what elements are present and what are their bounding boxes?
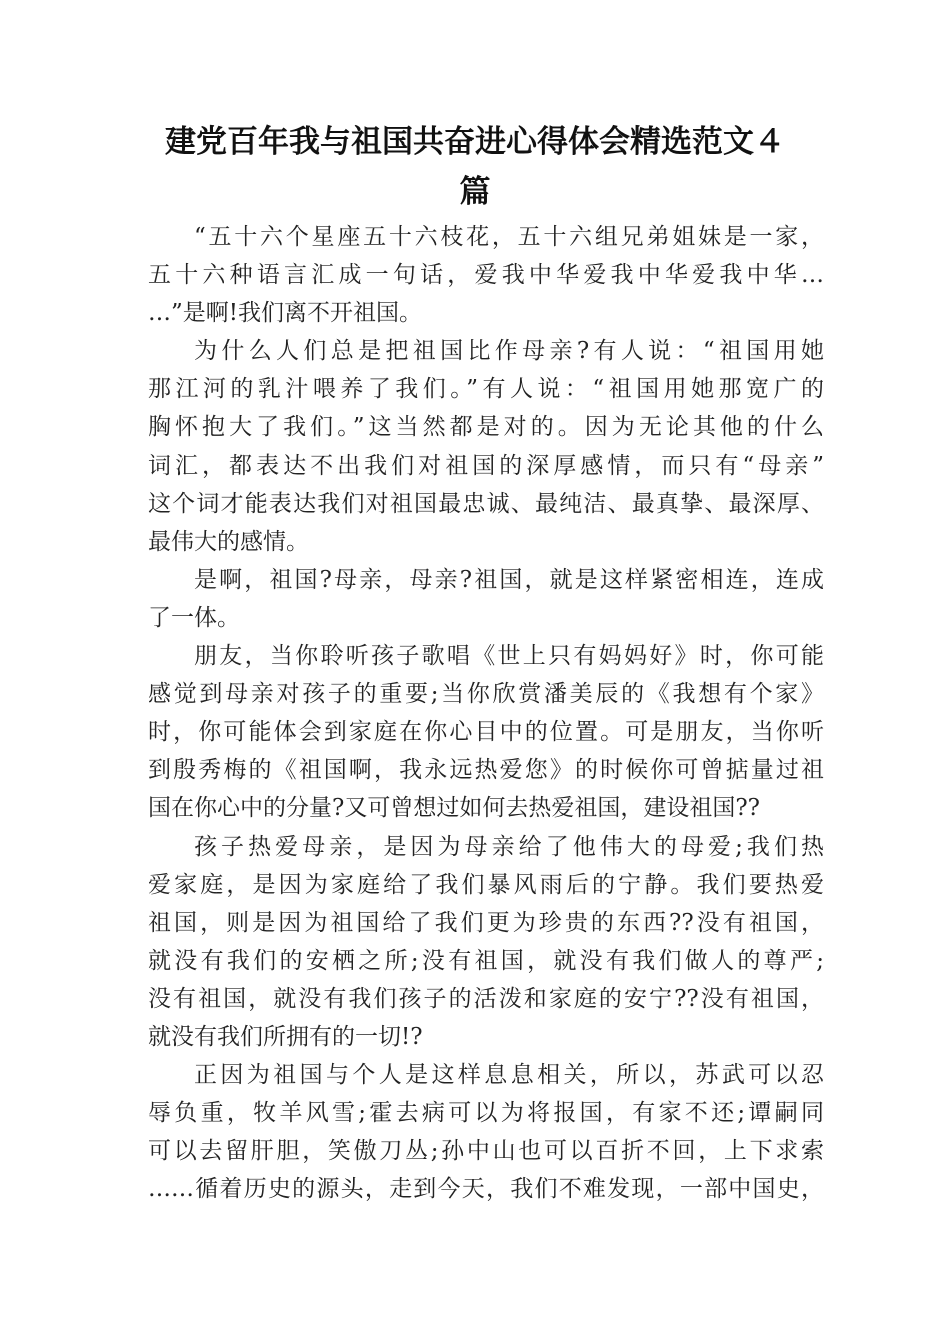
text-line: 最伟大的感情。 xyxy=(148,528,309,555)
paragraph xyxy=(148,218,824,332)
text-line: 时，你可能体会到家庭在你心目中的位置。可是朋友，当你听 xyxy=(148,719,824,746)
text-line: 就没有我们所拥有的一切!? xyxy=(148,1023,423,1050)
text-line: 国在你心中的分量?又可曾想过如何去热爱祖国，建设祖国?? xyxy=(148,795,760,822)
text-line: 可以去留肝胆，笑傲刀丛;孙中山也可以百折不回，上下求索 xyxy=(148,1138,824,1165)
text-line: …”是啊!我们离不开祖国。 xyxy=(148,300,423,327)
title-line: 篇 xyxy=(459,174,491,210)
paragraph xyxy=(148,332,824,561)
text-line: 到殷秀梅的《祖国啊，我永远热爱您》的时候你可曾掂量过祖 xyxy=(148,757,824,784)
text-line: “五十六个星座五十六枝花，五十六组兄弟姐妹是一家， xyxy=(194,224,824,250)
text-line: 正因为祖国与个人是这样息息相关，所以，苏武可以忍 xyxy=(194,1062,824,1089)
text-line: 词汇，都表达不出我们对祖国的深厚感情，而只有“母亲” xyxy=(148,452,824,479)
text-line: 感觉到母亲对孩子的重要;当你欣赏潘美辰的《我想有个家》 xyxy=(148,681,824,708)
document-title xyxy=(140,117,810,217)
text-line: ……循着历史的源头，走到今天，我们不难发现，一部中国史， xyxy=(148,1176,824,1203)
paragraph xyxy=(148,1056,824,1208)
text-line: 这个词才能表达我们对祖国最忠诚、最纯洁、最真挚、最深厚、 xyxy=(148,490,824,517)
text-line: 那江河的乳汁喂养了我们。”有人说：“祖国用她那宽广的 xyxy=(148,376,824,403)
text-line: 孩子热爱母亲，是因为母亲给了他伟大的母爱;我们热 xyxy=(194,833,824,860)
title-line: 建党百年我与祖国共奋进心得体会精选范文４ xyxy=(165,124,785,160)
text-line: 辱负重，牧羊风雪;霍去病可以为将报国，有家不还;谭嗣同 xyxy=(148,1100,824,1127)
text-line: 胸怀抱大了我们。”这当然都是对的。因为无论其他的什么 xyxy=(148,414,824,441)
paragraph xyxy=(148,637,824,827)
text-line: 爱家庭，是因为家庭给了我们暴风雨后的宁静。我们要热爱 xyxy=(148,871,824,898)
text-line: 是啊，祖国?母亲，母亲?祖国，就是这样紧密相连，连成 xyxy=(194,566,824,593)
text-line: 为什么人们总是把祖国比作母亲?有人说：“祖国用她 xyxy=(194,338,824,365)
text-line: 祖国，则是因为祖国给了我们更为珍贵的东西??没有祖国， xyxy=(148,909,824,936)
text-line: 五十六种语言汇成一句话，爱我中华爱我中华爱我中华… xyxy=(148,262,824,289)
document-body xyxy=(148,218,824,1208)
text-line: 没有祖国，就没有我们孩子的活泼和家庭的安宁??没有祖国， xyxy=(148,985,824,1012)
text-line: 了一体。 xyxy=(148,604,240,631)
text-line: 就没有我们的安栖之所;没有祖国，就没有我们做人的尊严; xyxy=(148,947,824,974)
paragraph xyxy=(148,561,824,637)
paragraph xyxy=(148,828,824,1057)
text-line: 朋友，当你聆听孩子歌唱《世上只有妈妈好》时，你可能 xyxy=(194,643,824,670)
